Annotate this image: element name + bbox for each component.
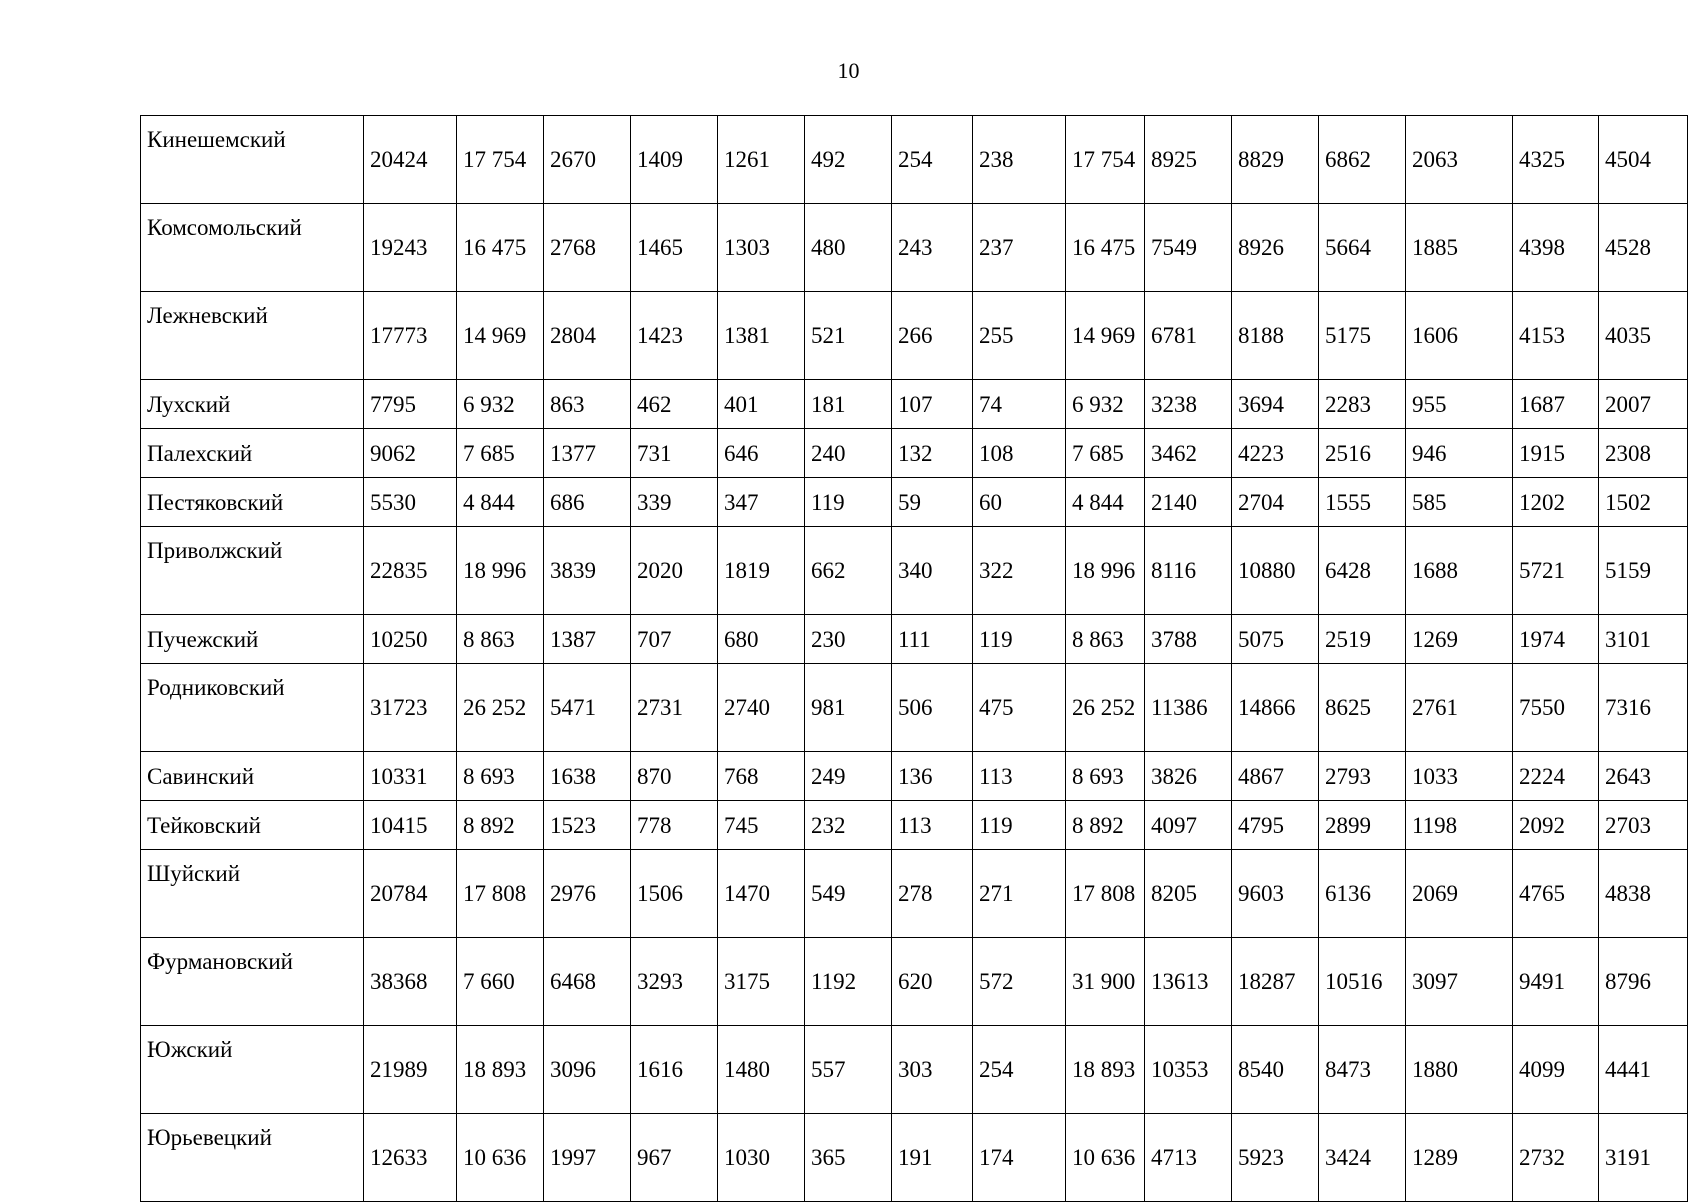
value-cell: 8829 [1232,116,1319,204]
value-cell: 4765 [1513,850,1599,938]
value-cell: 662 [805,527,892,615]
value-cell: 26 252 [457,664,544,752]
value-cell: 1880 [1406,1026,1513,1114]
value-cell: 4 844 [1066,478,1145,527]
value-cell: 1261 [718,116,805,204]
value-cell: 4097 [1145,801,1232,850]
value-cell: 462 [631,380,718,429]
value-cell: 475 [973,664,1066,752]
value-cell: 646 [718,429,805,478]
value-cell: 18 893 [1066,1026,1145,1114]
value-cell: 3694 [1232,380,1319,429]
value-cell: 967 [631,1114,718,1202]
value-cell: 7550 [1513,664,1599,752]
value-cell: 10250 [364,615,457,664]
value-cell: 2063 [1406,116,1513,204]
value-cell: 4 844 [457,478,544,527]
value-cell: 3826 [1145,752,1232,801]
value-cell: 1409 [631,116,718,204]
value-cell: 5159 [1599,527,1688,615]
district-name-cell: Южский [141,1026,364,1114]
table-row [141,478,1688,527]
value-cell: 549 [805,850,892,938]
value-cell: 18 996 [457,527,544,615]
value-cell: 6428 [1319,527,1406,615]
value-cell: 4325 [1513,116,1599,204]
value-cell: 1523 [544,801,631,850]
district-name-cell: Кинешемский [141,116,364,204]
value-cell: 59 [892,478,973,527]
value-cell: 19243 [364,204,457,292]
value-cell: 17 754 [1066,116,1145,204]
value-cell: 10880 [1232,527,1319,615]
district-name-cell: Пестяковский [141,478,364,527]
value-cell: 8926 [1232,204,1319,292]
value-cell: 7316 [1599,664,1688,752]
value-cell: 572 [973,938,1066,1026]
table-row [141,664,1688,752]
value-cell: 20784 [364,850,457,938]
district-name-cell: Лухский [141,380,364,429]
value-cell: 1974 [1513,615,1599,664]
value-cell: 2224 [1513,752,1599,801]
value-cell: 1289 [1406,1114,1513,1202]
value-cell: 1198 [1406,801,1513,850]
value-cell: 7549 [1145,204,1232,292]
value-cell: 8 863 [457,615,544,664]
value-cell: 5175 [1319,292,1406,380]
value-cell: 16 475 [1066,204,1145,292]
value-cell: 8473 [1319,1026,1406,1114]
value-cell: 111 [892,615,973,664]
value-cell: 401 [718,380,805,429]
value-cell: 4795 [1232,801,1319,850]
value-cell: 3839 [544,527,631,615]
value-cell: 31 900 [1066,938,1145,1026]
value-cell: 1555 [1319,478,1406,527]
value-cell: 10 636 [457,1114,544,1202]
value-cell: 1502 [1599,478,1688,527]
value-cell: 2069 [1406,850,1513,938]
value-cell: 339 [631,478,718,527]
district-name-cell: Приволжский [141,527,364,615]
value-cell: 340 [892,527,973,615]
value-cell: 1387 [544,615,631,664]
table-row [141,938,1688,1026]
value-cell: 6468 [544,938,631,1026]
value-cell: 2740 [718,664,805,752]
value-cell: 5923 [1232,1114,1319,1202]
value-cell: 14866 [1232,664,1319,752]
value-cell: 18 893 [457,1026,544,1114]
value-cell: 778 [631,801,718,850]
value-cell: 107 [892,380,973,429]
value-cell: 174 [973,1114,1066,1202]
value-cell: 230 [805,615,892,664]
value-cell: 2020 [631,527,718,615]
value-cell: 2976 [544,850,631,938]
value-cell: 3462 [1145,429,1232,478]
value-cell: 5721 [1513,527,1599,615]
district-name-cell: Шуйский [141,850,364,938]
value-cell: 1470 [718,850,805,938]
value-cell: 237 [973,204,1066,292]
value-cell: 8 693 [1066,752,1145,801]
value-cell: 5471 [544,664,631,752]
table-body [141,116,1688,1202]
value-cell: 686 [544,478,631,527]
value-cell: 1997 [544,1114,631,1202]
value-cell: 1819 [718,527,805,615]
value-cell: 7795 [364,380,457,429]
value-cell: 113 [973,752,1066,801]
value-cell: 1303 [718,204,805,292]
value-cell: 254 [973,1026,1066,1114]
district-name-cell: Комсомольский [141,204,364,292]
value-cell: 17 808 [457,850,544,938]
value-cell: 1506 [631,850,718,938]
value-cell: 365 [805,1114,892,1202]
value-cell: 3238 [1145,380,1232,429]
value-cell: 8625 [1319,664,1406,752]
value-cell: 18287 [1232,938,1319,1026]
district-name-cell: Лежневский [141,292,364,380]
value-cell: 3096 [544,1026,631,1114]
value-cell: 2703 [1599,801,1688,850]
table-row [141,429,1688,478]
value-cell: 17 754 [457,116,544,204]
value-cell: 946 [1406,429,1513,478]
value-cell: 6136 [1319,850,1406,938]
value-cell: 10 636 [1066,1114,1145,1202]
value-cell: 12633 [364,1114,457,1202]
value-cell: 557 [805,1026,892,1114]
value-cell: 3424 [1319,1114,1406,1202]
value-cell: 136 [892,752,973,801]
district-name-cell: Тейковский [141,801,364,850]
value-cell: 8 693 [457,752,544,801]
value-cell: 5530 [364,478,457,527]
value-cell: 4153 [1513,292,1599,380]
value-cell: 18 996 [1066,527,1145,615]
value-cell: 181 [805,380,892,429]
district-name-cell: Фурмановский [141,938,364,1026]
value-cell: 585 [1406,478,1513,527]
value-cell: 243 [892,204,973,292]
value-cell: 16 475 [457,204,544,292]
value-cell: 2768 [544,204,631,292]
value-cell: 731 [631,429,718,478]
value-cell: 1885 [1406,204,1513,292]
value-cell: 3175 [718,938,805,1026]
value-cell: 1423 [631,292,718,380]
value-cell: 3191 [1599,1114,1688,1202]
value-cell: 8925 [1145,116,1232,204]
value-cell: 2704 [1232,478,1319,527]
value-cell: 680 [718,615,805,664]
value-cell: 1616 [631,1026,718,1114]
table-row [141,292,1688,380]
value-cell: 8 863 [1066,615,1145,664]
value-cell: 1202 [1513,478,1599,527]
value-cell: 6 932 [1066,380,1145,429]
value-cell: 955 [1406,380,1513,429]
table-row [141,1026,1688,1114]
value-cell: 506 [892,664,973,752]
value-cell: 745 [718,801,805,850]
value-cell: 347 [718,478,805,527]
value-cell: 2899 [1319,801,1406,850]
value-cell: 863 [544,380,631,429]
table-row [141,1114,1688,1202]
value-cell: 4398 [1513,204,1599,292]
value-cell: 2643 [1599,752,1688,801]
value-cell: 4441 [1599,1026,1688,1114]
value-cell: 7 685 [457,429,544,478]
value-cell: 9062 [364,429,457,478]
value-cell: 14 969 [457,292,544,380]
value-cell: 119 [973,801,1066,850]
value-cell: 9491 [1513,938,1599,1026]
value-cell: 3101 [1599,615,1688,664]
district-name-cell: Юрьевецкий [141,1114,364,1202]
value-cell: 10415 [364,801,457,850]
value-cell: 2519 [1319,615,1406,664]
value-cell: 74 [973,380,1066,429]
value-cell: 249 [805,752,892,801]
value-cell: 2761 [1406,664,1513,752]
value-cell: 10516 [1319,938,1406,1026]
value-cell: 2140 [1145,478,1232,527]
value-cell: 10353 [1145,1026,1232,1114]
value-cell: 4035 [1599,292,1688,380]
district-name-cell: Савинский [141,752,364,801]
value-cell: 240 [805,429,892,478]
value-cell: 254 [892,116,973,204]
value-cell: 20424 [364,116,457,204]
value-cell: 2731 [631,664,718,752]
value-cell: 31723 [364,664,457,752]
value-cell: 1606 [1406,292,1513,380]
district-name-cell: Палехский [141,429,364,478]
value-cell: 8116 [1145,527,1232,615]
value-cell: 2092 [1513,801,1599,850]
value-cell: 8188 [1232,292,1319,380]
value-cell: 870 [631,752,718,801]
value-cell: 191 [892,1114,973,1202]
value-cell: 6 932 [457,380,544,429]
value-cell: 1638 [544,752,631,801]
value-cell: 707 [631,615,718,664]
value-cell: 108 [973,429,1066,478]
table-row [141,752,1688,801]
district-name-cell: Пучежский [141,615,364,664]
value-cell: 22835 [364,527,457,615]
table-row [141,116,1688,204]
table-row [141,801,1688,850]
value-cell: 232 [805,801,892,850]
value-cell: 119 [973,615,1066,664]
value-cell: 5075 [1232,615,1319,664]
value-cell: 8796 [1599,938,1688,1026]
value-cell: 38368 [364,938,457,1026]
value-cell: 5664 [1319,204,1406,292]
value-cell: 8540 [1232,1026,1319,1114]
page-number: 10 [837,58,860,83]
value-cell: 2007 [1599,380,1688,429]
value-cell: 13613 [1145,938,1232,1026]
value-cell: 1381 [718,292,805,380]
value-cell: 2670 [544,116,631,204]
value-cell: 3293 [631,938,718,1026]
value-cell: 6781 [1145,292,1232,380]
value-cell: 4504 [1599,116,1688,204]
value-cell: 1915 [1513,429,1599,478]
value-cell: 1465 [631,204,718,292]
value-cell: 21989 [364,1026,457,1114]
value-cell: 2308 [1599,429,1688,478]
value-cell: 17 808 [1066,850,1145,938]
value-cell: 10331 [364,752,457,801]
value-cell: 2804 [544,292,631,380]
value-cell: 255 [973,292,1066,380]
value-cell: 132 [892,429,973,478]
table-row [141,615,1688,664]
district-data-table [140,115,1688,1202]
table-row [141,527,1688,615]
value-cell: 2283 [1319,380,1406,429]
value-cell: 113 [892,801,973,850]
value-cell: 620 [892,938,973,1026]
value-cell: 7 660 [457,938,544,1026]
value-cell: 4223 [1232,429,1319,478]
table-row [141,380,1688,429]
value-cell: 14 969 [1066,292,1145,380]
value-cell: 17773 [364,292,457,380]
table-row [141,850,1688,938]
value-cell: 278 [892,850,973,938]
value-cell: 4867 [1232,752,1319,801]
value-cell: 6862 [1319,116,1406,204]
value-cell: 1269 [1406,615,1513,664]
value-cell: 4099 [1513,1026,1599,1114]
value-cell: 3788 [1145,615,1232,664]
value-cell: 11386 [1145,664,1232,752]
value-cell: 8205 [1145,850,1232,938]
value-cell: 2732 [1513,1114,1599,1202]
value-cell: 266 [892,292,973,380]
value-cell: 4713 [1145,1114,1232,1202]
value-cell: 521 [805,292,892,380]
value-cell: 303 [892,1026,973,1114]
value-cell: 4528 [1599,204,1688,292]
value-cell: 8 892 [1066,801,1145,850]
value-cell: 4838 [1599,850,1688,938]
value-cell: 322 [973,527,1066,615]
value-cell: 2516 [1319,429,1406,478]
value-cell: 60 [973,478,1066,527]
value-cell: 2793 [1319,752,1406,801]
value-cell: 492 [805,116,892,204]
value-cell: 981 [805,664,892,752]
value-cell: 1030 [718,1114,805,1202]
value-cell: 238 [973,116,1066,204]
table-row [141,204,1688,292]
value-cell: 1192 [805,938,892,1026]
value-cell: 119 [805,478,892,527]
value-cell: 1480 [718,1026,805,1114]
value-cell: 9603 [1232,850,1319,938]
value-cell: 8 892 [457,801,544,850]
value-cell: 26 252 [1066,664,1145,752]
district-name-cell: Родниковский [141,664,364,752]
value-cell: 3097 [1406,938,1513,1026]
value-cell: 1688 [1406,527,1513,615]
value-cell: 7 685 [1066,429,1145,478]
value-cell: 480 [805,204,892,292]
value-cell: 768 [718,752,805,801]
value-cell: 1687 [1513,380,1599,429]
value-cell: 1377 [544,429,631,478]
value-cell: 271 [973,850,1066,938]
value-cell: 1033 [1406,752,1513,801]
